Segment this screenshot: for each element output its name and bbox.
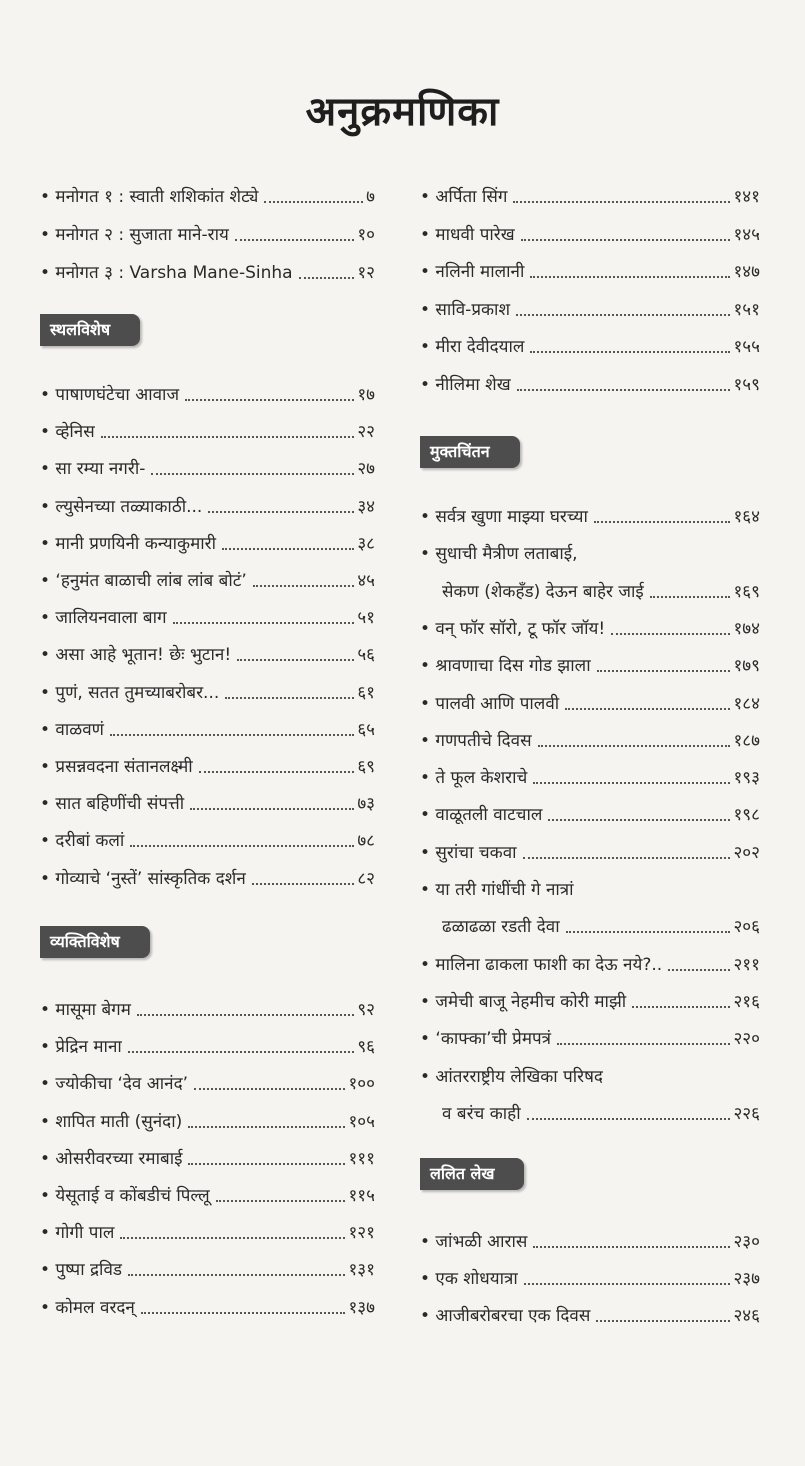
toc-entry — [420, 721, 760, 751]
entry-title: • जांभळी आरास — [420, 1232, 528, 1252]
dot-leader — [299, 277, 355, 279]
toc-entry — [40, 215, 375, 245]
page-number: १८४ — [733, 693, 760, 714]
page-number: ६९ — [357, 757, 375, 777]
toc-entry — [420, 1094, 760, 1124]
toc-entry — [40, 449, 375, 479]
page-number: ३४ — [357, 496, 375, 517]
dot-leader — [185, 399, 354, 401]
page-number: ६१ — [357, 682, 375, 703]
dot-leader — [110, 734, 354, 736]
entry-title: • पालवी आणि पालवी — [420, 693, 560, 714]
dot-leader — [101, 436, 355, 438]
entry-title: सेकण (शेकहँड) देऊन बाहेर जाई — [442, 581, 644, 602]
page-number: १४७ — [733, 262, 760, 282]
toc-entry — [420, 870, 760, 900]
toc-entry — [40, 561, 375, 591]
dot-leader — [538, 745, 731, 747]
dot-leader — [128, 1051, 355, 1053]
toc-entry — [420, 1222, 760, 1252]
dot-leader — [141, 1312, 346, 1314]
page-number: १६९ — [733, 581, 760, 602]
page-number: ८२ — [357, 868, 375, 889]
page-number: ३८ — [357, 533, 375, 554]
entry-title: • मानी प्रणयिनी कन्याकुमारी — [40, 533, 217, 554]
entry-title: • पुणं, सतत तुमच्याबरोबर... — [40, 682, 220, 703]
entry-title: • मासूमा बेगम — [40, 1000, 131, 1020]
toc-entry — [40, 710, 375, 740]
toc-entry — [420, 609, 760, 639]
dot-leader — [533, 782, 730, 784]
toc-entry — [40, 1250, 375, 1280]
entry-title: • व्हेनिस — [40, 422, 95, 443]
toc-entry — [40, 673, 375, 703]
dot-leader — [194, 1088, 345, 1090]
page-number: ४५ — [357, 571, 375, 591]
section-heading: ललित लेख — [420, 1158, 524, 1190]
dot-leader — [557, 1043, 730, 1045]
entry-title: • जालियनवाला बाग — [40, 608, 167, 629]
page-number: ७ — [366, 187, 375, 207]
dot-leader — [199, 771, 355, 773]
page-number: १७९ — [733, 656, 760, 677]
entry-title: • जमेची बाजू नेहमीच कोरी माझी — [420, 991, 627, 1012]
dot-leader — [527, 1118, 731, 1120]
page-number: १०५ — [348, 1111, 375, 1132]
entry-title: • गोगी पाल — [40, 1223, 115, 1244]
page-number: ७३ — [357, 794, 375, 815]
entry-title: • वाळूतली वाटचाल — [420, 805, 543, 826]
entry-title: • वन् फॉर सॉरो, टू फॉर जॉय! — [420, 618, 606, 639]
toc-entry — [420, 758, 760, 788]
page-number: २१६ — [733, 991, 760, 1012]
entry-title: • असा आहे भूतान! छेः भुटान! — [40, 645, 232, 666]
toc-entry — [40, 1027, 375, 1057]
dot-leader — [237, 659, 354, 661]
page-number: १२१ — [348, 1223, 375, 1244]
section-heading: व्यक्तिविशेष — [40, 926, 150, 958]
page-number: ९६ — [357, 1037, 375, 1058]
dot-leader — [128, 1274, 345, 1276]
page-number: १९८ — [733, 805, 760, 826]
page-number: २०६ — [733, 917, 760, 938]
toc-entry — [40, 375, 375, 405]
dot-leader — [513, 201, 730, 203]
entry-title: व बरंच काही — [442, 1103, 521, 1124]
dot-leader — [151, 473, 354, 475]
entry-title: • प्रसन्नवदना संतानलक्ष्मी — [40, 757, 193, 777]
toc-entry — [420, 945, 760, 975]
dot-leader — [596, 1320, 730, 1322]
section-heading: स्थलविशेष — [40, 314, 140, 346]
toc-entry — [420, 290, 760, 320]
entry-title: ढळाढळा रडती देवा — [442, 917, 560, 938]
entry-title: • सर्वत्र खुणा माझ्या घरच्या — [420, 507, 588, 527]
dot-leader — [173, 622, 355, 624]
page-number: १५९ — [733, 374, 760, 395]
entry-title: • आंतरराष्ट्रीय लेखिका परिषद — [420, 1066, 603, 1087]
toc-entry — [40, 1064, 375, 1094]
toc-entry — [420, 907, 760, 937]
page-number: २४६ — [733, 1306, 760, 1327]
toc-entry — [420, 646, 760, 676]
entry-title: • या तरी गांधींची गे नात्रां — [420, 880, 574, 900]
dot-leader — [597, 670, 731, 672]
dot-leader — [190, 808, 354, 810]
dot-leader — [524, 1283, 731, 1285]
entry-title: • ‘काफ्का’ची प्रेमपत्रं — [420, 1029, 552, 1050]
dot-leader — [225, 697, 354, 699]
dot-leader — [632, 1006, 730, 1008]
page-number: ५१ — [357, 608, 375, 629]
toc-entry — [420, 1296, 760, 1326]
entry-title: • पाषाणघंटेचा आवाज — [40, 385, 180, 405]
toc-entry — [40, 1139, 375, 1169]
entry-title: • कोमल वरदन् — [40, 1297, 135, 1318]
entry-title: • ते फूल केशराचे — [420, 768, 528, 789]
page-number: २२ — [357, 422, 375, 443]
toc-entry — [40, 635, 375, 665]
dot-leader — [530, 276, 730, 278]
page-title: अनुक्रमणिका — [305, 89, 500, 135]
entry-title: • एक शोधयात्रा — [420, 1269, 518, 1290]
entry-title: • ज्योकीचा ‘देव आनंद’ — [40, 1074, 189, 1095]
dot-leader — [548, 819, 730, 821]
toc-entry — [40, 747, 375, 777]
toc-entry — [420, 1057, 760, 1087]
dot-leader — [521, 239, 731, 241]
entry-title: • मनोगत १ : स्वाती शशिकांत शेट्ये — [40, 187, 259, 207]
page-number: २११ — [733, 954, 760, 975]
dot-leader — [565, 708, 730, 710]
toc-entry — [420, 795, 760, 825]
toc-entry — [40, 598, 375, 628]
entry-title: • मनोगत २ : सुजाता माने-राय — [40, 225, 229, 245]
entry-title: • शापित माती (सुनंदा) — [40, 1111, 183, 1132]
entry-title: • अर्पिता सिंग — [420, 187, 508, 207]
page-number: २७ — [357, 459, 375, 480]
dot-leader — [188, 1163, 345, 1165]
entry-title: • सा रम्या नगरी- — [40, 459, 146, 480]
page-number: १८७ — [733, 730, 760, 751]
section-heading: मुक्तचिंतन — [420, 436, 520, 468]
toc-entry — [40, 1176, 375, 1206]
page-number: २२६ — [733, 1103, 760, 1124]
entry-title: • सुधाची मैत्रीण लताबाई, — [420, 544, 578, 565]
page-number: ११५ — [348, 1186, 375, 1206]
entry-title: • सावि-प्रकाश — [420, 299, 511, 320]
page-number: १५५ — [733, 337, 760, 357]
dot-leader — [533, 1246, 730, 1248]
entry-title: • येसूताई व कोंबडीचं पिल्लू — [40, 1186, 210, 1206]
toc-entry — [420, 982, 760, 1012]
toc-entry — [40, 1213, 375, 1243]
page-number: २२० — [733, 1029, 760, 1050]
toc-entry — [40, 177, 375, 207]
toc-entry — [420, 534, 760, 564]
entry-title: • ल्युसेनच्या तळ्याकाठी... — [40, 496, 203, 517]
page-number: १४१ — [733, 187, 760, 207]
toc-entry — [420, 684, 760, 714]
toc-entry — [420, 1019, 760, 1049]
page-number: २०२ — [733, 842, 760, 863]
page-number: १०० — [348, 1074, 375, 1095]
dot-leader — [668, 969, 730, 971]
page-number: २३७ — [733, 1269, 760, 1290]
page-number: १३७ — [348, 1297, 375, 1318]
dot-leader — [120, 1237, 345, 1239]
toc-entry — [40, 487, 375, 517]
toc-entry — [40, 1288, 375, 1318]
entry-title: • गणपतीचे दिवस — [420, 730, 532, 751]
entry-title: • गोव्याचे ‘नुस्तें’ सांस्कृतिक दर्शन — [40, 868, 246, 889]
dot-leader — [235, 239, 354, 241]
toc-entry — [40, 990, 375, 1020]
page-number: १७४ — [733, 618, 760, 639]
page-number: १७ — [357, 385, 375, 405]
toc-entry — [420, 215, 760, 245]
dot-leader — [566, 931, 731, 933]
entry-title: • सुरांचा चकवा — [420, 842, 517, 863]
entry-title: • मीरा देवीदयाल — [420, 337, 525, 357]
page-number: २३० — [733, 1232, 760, 1252]
entry-title: • ओसरीवरच्या रमाबाई — [40, 1148, 183, 1169]
dot-leader — [253, 585, 355, 587]
page-number: १६४ — [733, 507, 760, 527]
dot-leader — [264, 201, 363, 203]
page-number: १४५ — [733, 224, 760, 245]
dot-leader — [222, 548, 354, 550]
dot-leader — [130, 845, 354, 847]
page-number: १९३ — [733, 768, 760, 789]
dot-leader — [594, 521, 731, 523]
toc-entry — [40, 859, 375, 889]
dot-leader — [650, 596, 731, 598]
entry-title: • सात बहिणींची संपत्ती — [40, 794, 185, 815]
toc-entry — [40, 821, 375, 851]
entry-title: • दरीबां कलां — [40, 831, 125, 852]
page-number: १११ — [348, 1148, 375, 1169]
toc-entry — [40, 784, 375, 814]
toc-entry — [40, 1102, 375, 1132]
toc-entry — [420, 365, 760, 395]
toc-entry — [40, 524, 375, 554]
dot-leader — [517, 389, 731, 391]
toc-entry — [420, 497, 760, 527]
dot-leader — [530, 351, 730, 353]
toc-entry — [420, 327, 760, 357]
entry-title: • मालिना ढाकला फाशी का देऊ नये?.. — [420, 954, 663, 975]
dot-leader — [516, 314, 730, 316]
entry-title: • ‘हनुमंत बाळाची लांब लांब बोटं’ — [40, 571, 247, 591]
entry-title: • श्रावणाचा दिस गोड झाला — [420, 656, 591, 677]
entry-title: • नलिनी मालानी — [420, 262, 525, 282]
page-number: १० — [357, 225, 375, 245]
entry-title: • प्रेद्रिन माना — [40, 1037, 122, 1058]
dot-leader — [252, 883, 355, 885]
dot-leader — [188, 1126, 345, 1128]
entry-title: • पुष्पा द्रविड — [40, 1260, 123, 1281]
toc-entry — [420, 1259, 760, 1289]
page-number: ७८ — [357, 831, 375, 852]
entry-title: • माधवी पारेख — [420, 224, 515, 245]
dot-leader — [611, 633, 730, 635]
dot-leader — [523, 857, 731, 859]
toc-entry — [420, 252, 760, 282]
entry-title: • आजीबरोबरचा एक दिवस — [420, 1306, 591, 1327]
toc-entry — [420, 833, 760, 863]
page-number: ९२ — [357, 1000, 375, 1020]
dot-leader — [216, 1200, 346, 1202]
toc-entry — [420, 572, 760, 602]
page-number: १५१ — [733, 299, 760, 320]
toc-entry — [40, 412, 375, 442]
toc-entry — [420, 177, 760, 207]
dot-leader — [208, 511, 354, 513]
entry-title: • वाळवणं — [40, 719, 104, 740]
entry-title: • नीलिमा शेख — [420, 374, 511, 395]
entry-title: • मनोगत ३ : Varsha Mane-Sinha — [40, 263, 293, 283]
page-number: ६५ — [357, 719, 375, 740]
page-number: १२ — [357, 263, 375, 283]
dot-leader — [137, 1014, 354, 1016]
page-number: १३१ — [348, 1260, 375, 1281]
toc-entry — [40, 253, 375, 283]
page-number: ५६ — [357, 645, 375, 666]
